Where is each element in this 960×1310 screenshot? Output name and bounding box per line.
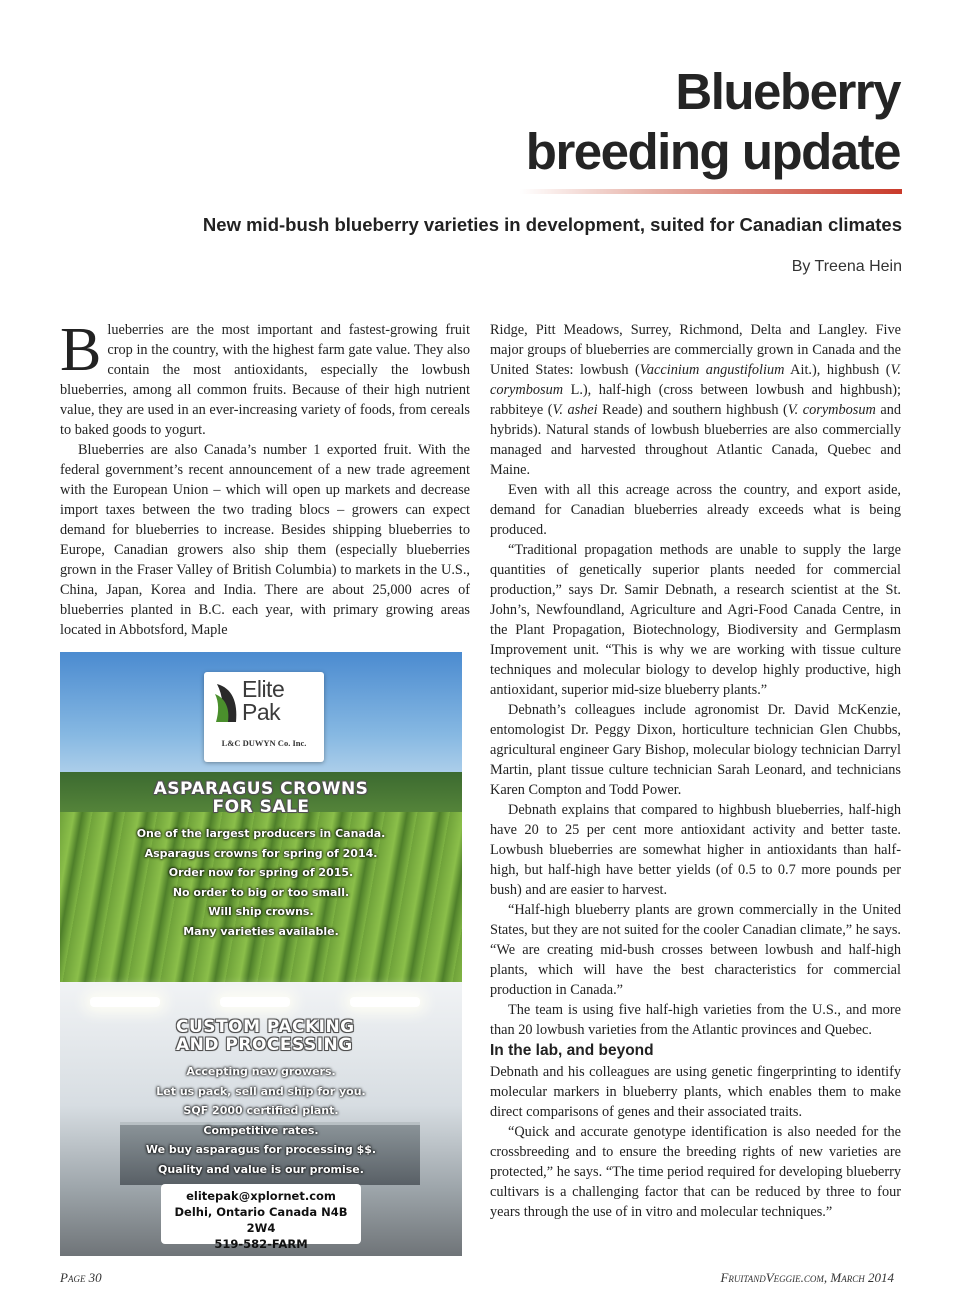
ad-line: No order to big or too small. (172, 885, 350, 899)
ad-heading-asparagus (60, 780, 462, 816)
ad-ceiling-light (90, 997, 160, 1007)
paragraph-10: “Quick and accurate genotype identification is also needed for the crossbreeding and to ensure the breeding rights of new varieties are protected,” he says. “The time period required for developing blueberry cultivars is a challenging factor that can be reduced by three to four years through the use of in vitro and molecular techniques.” (490, 1124, 901, 1220)
ad-line: Quality and value is our promise. (158, 1162, 364, 1176)
paragraph-4: “Traditional propagation methods are unable to supply the large quantities of genetically superior plants needed for commercial production,” says Dr. Samir Debnath, a research scientist at the St. John’s, Newfoundland, Agriculture and Agri-Food Canada Centre, in the Plant Propagation, Biotechnology, Biodiversity and Germplasm Improvement unit. “This is why we are working with tissue culture techniques and molecular biology to develop highly productive, high antioxidant, superior mid-size blueberry plants.” (490, 542, 901, 698)
byline: By Treena Hein (791, 258, 902, 275)
ad-line: Asparagus crowns for spring of 2014. (144, 846, 378, 860)
paragraph-9: Debnath and his colleagues are using genetic fingerprinting to identify molecular markers in blueberry plants, which enables them to make direct comparisons of genes and their associated traits. (490, 1064, 901, 1120)
ad-line: Order now for spring of 2015. (168, 866, 354, 879)
ad-heading-line: ASPARAGUS CROWNS (153, 779, 369, 799)
paragraph-7: “Half-high blueberry plants are grown commercially in the United States, but they are not suited for the cooler Canadian climate,” he says. “We are creating mid-bush crosses between lowbush and half-high plants, which will have the best characteristics for commercial production in Canada.” (490, 902, 901, 998)
paragraph-2: Blueberries are also Canada’s number 1 exported fruit. With the federal government’s recent announcement of a new trade agreement with the European Union – which will open up markets and decrease import taxes between the two trading blocs – growers can expect demand for blueberries to increase. Besides shipping blueberries to Europe, Canadian growers also ship them (especially blueberries grown in the Fraser Valley of British Columbia) to markets in the U.S., China, Japan, Korea and India. There are about 25,000 acres of blueberries planted in B.C. each year, with primary growing areas located in Abbotsford, Maple (60, 442, 470, 638)
ad-line: Will ship crowns. (208, 905, 314, 918)
text-run: Reade) and southern highbush ( (597, 402, 788, 418)
title-line-1: Blueberry (675, 63, 900, 120)
leaf-icon (214, 682, 240, 726)
species-name: V. ashei (552, 402, 598, 418)
ad-line: We buy asparagus for processing $$. (145, 1143, 377, 1156)
column-left (60, 316, 470, 640)
paragraph-2-continued (490, 320, 901, 480)
elite-pak-logo (204, 672, 324, 762)
ad-heading-line: AND PROCESSING (176, 1035, 353, 1055)
ad-phone: 519-582-FARM (214, 1237, 308, 1251)
species-name: Vaccinium angustifolium (639, 362, 785, 378)
text-run: L.), half-high (cross between lowbush and highbush); rabbiteye ( (490, 382, 901, 418)
section-subhead: In the lab, and beyond (490, 1042, 654, 1059)
ad-line: Competitive rates. (203, 1123, 319, 1137)
ad-line: One of the largest producers in Canada. (136, 827, 386, 840)
text-run: Ridge, Pitt Meadows, Surrey, Richmond, Delta and Langley. Five major groups of blueberries are commercially grown in Canada and the United States: lowbush ( (490, 322, 901, 378)
logo-company: L&C DUWYN Co. Inc. (221, 738, 307, 748)
ad-line: Many varieties available. (183, 924, 339, 938)
ad-packing-details (60, 1062, 462, 1179)
column-right (490, 320, 901, 1222)
ad-ceiling-light (350, 997, 420, 1007)
ad-address: Delhi, Ontario Canada N4B 2W4 (174, 1205, 348, 1235)
ad-line: SQF 2000 certified plant. (183, 1104, 339, 1117)
paragraph-3: Even with all this acreage across the country, and export aside, demand for Canadian blueberries already exceeds what is being produced. (490, 482, 901, 538)
ad-heading-line: FOR SALE (212, 797, 310, 817)
ad-heading-packing (176, 1018, 436, 1054)
paragraph-6: Debnath explains that compared to highbush blueberries, half-high have 20 to 25 per cent more antioxidant activity and better taste. Lowbush blueberries are somewhat higher in antioxidants than half-high, but half-high have better yields (of 0.5 to 0.7 more pounds per bush) and are easier to harvest. (490, 802, 901, 898)
paragraph-1 (60, 316, 470, 440)
species-name: V. corymbosum (490, 362, 901, 398)
logo-wordmark (242, 678, 324, 724)
ad-ceiling-light (220, 997, 290, 1007)
ad-heading-line: CUSTOM PACKING (176, 1017, 355, 1037)
paragraph-1-text: lueberries are the most important and fastest-growing fruit crop in the country, with the highest farm gate value. They also contain the most antioxidants, especially the lowbush blueberries, among all common fruits. Because of their high nutrient value, they are used in an ever-increasing variety of foods, from cereals to baked goods to yogurt. (60, 322, 470, 438)
logo-line-2: Pak (242, 699, 281, 725)
ad-line: Accepting new growers. (186, 1065, 336, 1078)
paragraph-5: Debnath’s colleagues include agronomist Dr. David McKenzie, entomologist Dr. Peggy Dixon, horticulture technician Glen Chubbs, agricultural engineer Gary Bishop, molecular biology technician Darryl Martin, plant tissue culture technician Sarah Leonard, and technicians Karen Compton and Todd Power. (490, 702, 901, 798)
article-deck: New mid-bush blueberry varieties in development, suited for Canadian climates (202, 214, 902, 235)
paragraph-8: The team is using five half-high varieties from the U.S., and more than 20 lowbush varieties from the Atlantic provinces and Quebec. (490, 1002, 901, 1038)
article-title (300, 62, 900, 182)
logo-line-1: Elite (242, 676, 285, 702)
text-run: and hybrids). Natural stands of lowbush blueberries are also commercially managed and harvested throughout Atlantic Canada, Quebec and Maine. (490, 402, 902, 478)
title-rule (520, 189, 902, 194)
publication-footer: FruitandVeggie.com, March 2014 (720, 1270, 894, 1285)
drop-cap: B (60, 316, 102, 384)
ad-email-link[interactable]: elitepak@xplornet.com (186, 1189, 336, 1203)
title-line-2: breeding update (525, 123, 900, 180)
ad-line: Let us pack, sell and ship for you. (156, 1084, 366, 1098)
text-run: Ait.), highbush ( (784, 362, 891, 378)
page-number: Page 30 (60, 1270, 102, 1285)
species-name: V. corymbosum (787, 402, 876, 418)
ad-contact-box (161, 1184, 361, 1251)
advertisement-elite-pak[interactable] (60, 652, 462, 1256)
ad-asparagus-details (60, 824, 462, 941)
